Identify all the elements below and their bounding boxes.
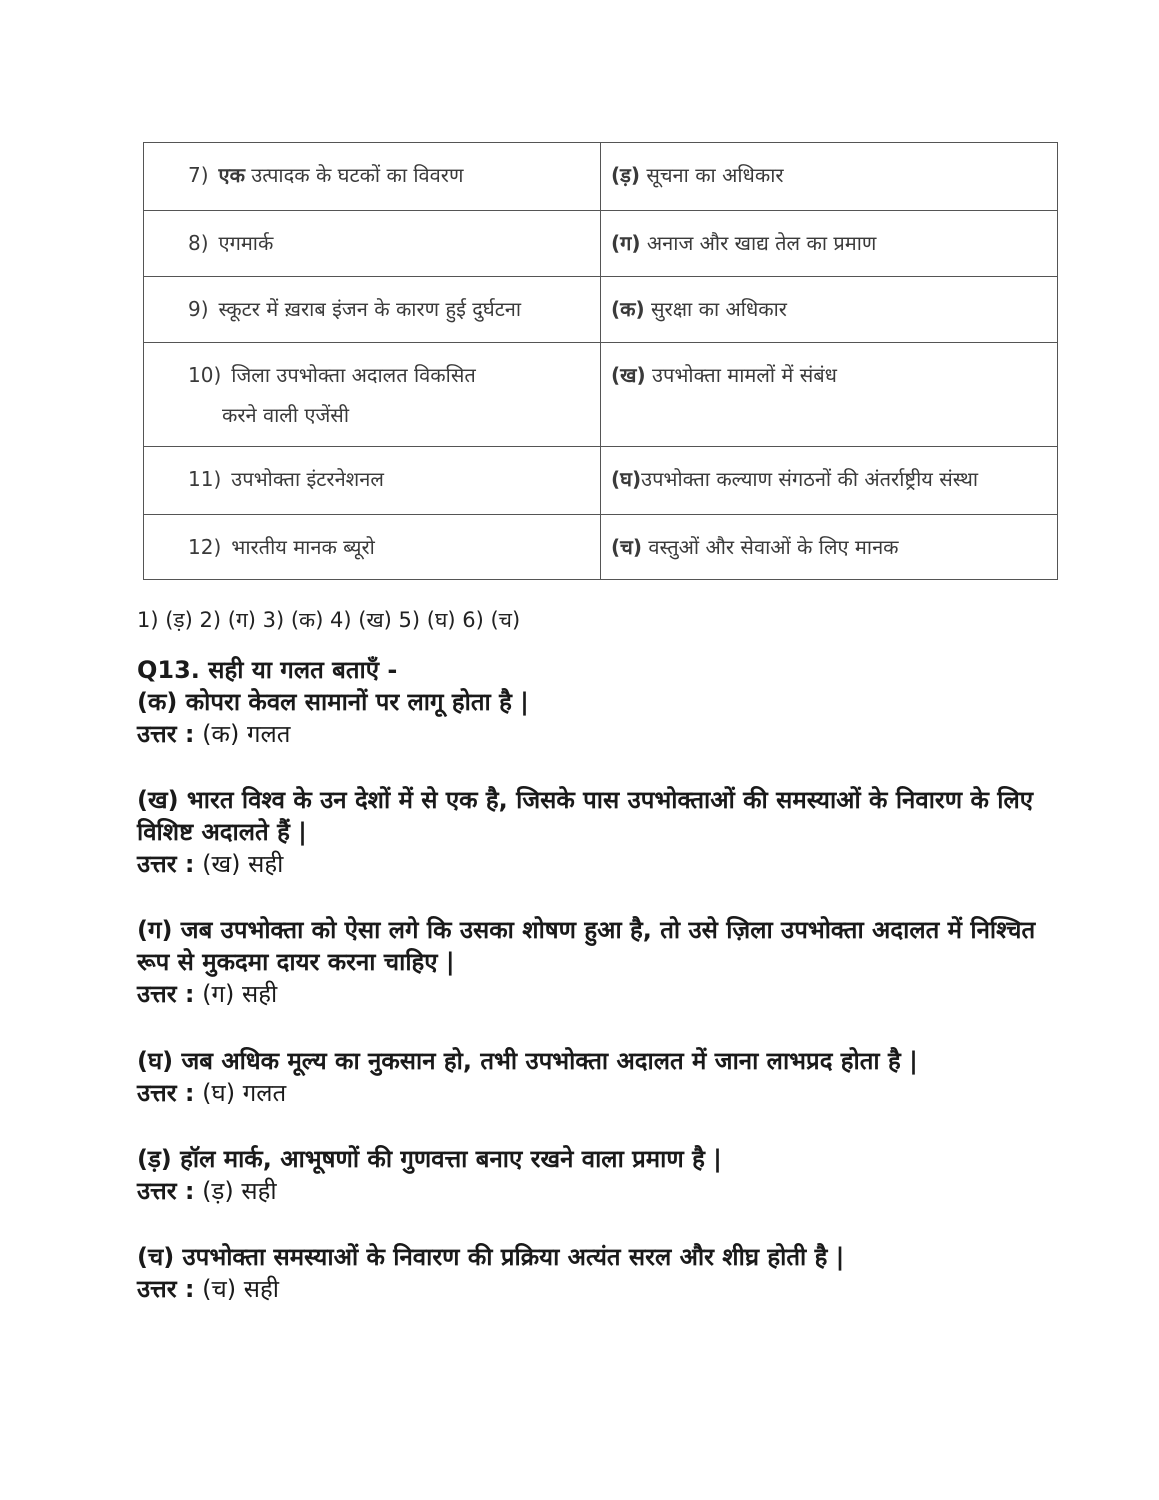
- answer-key: 1) (ड़) 2) (ग) 3) (क) 4) (ख) 5) (घ) 6) (च): [137, 608, 521, 632]
- table-row: [144, 211, 1058, 277]
- question-text: (ख) भारत विश्व के उन देशों में से एक है, जिसके पास उपभोक्ताओं की समस्याओं के निवारण के लिए विशिष्ट अदालते हैं |: [137, 786, 1034, 846]
- table-cell-left: 12) भारतीय मानक ब्यूरो: [144, 515, 601, 580]
- answer-label: उत्तर :: [137, 720, 195, 748]
- table-row: [144, 515, 1058, 580]
- answer-line: [137, 1077, 1037, 1109]
- question-heading: Q13. सही या गलत बताएँ -: [137, 656, 398, 684]
- table-row: [144, 143, 1058, 211]
- table-cell-right: (ग) अनाज और खाद्य तेल का प्रमाण: [601, 211, 1058, 277]
- question-text: (च) उपभोक्ता समस्याओं के निवारण की प्रक्रिया अत्यंत सरल और शीघ्र होती है |: [137, 1243, 845, 1271]
- answer-line: [137, 1273, 1037, 1305]
- question-item: [137, 914, 1037, 1010]
- question-item: [137, 1143, 1037, 1207]
- table-row: [144, 447, 1058, 515]
- matching-table: [143, 142, 1058, 580]
- answer-label: उत्तर :: [137, 1079, 195, 1107]
- question-item: [137, 784, 1037, 880]
- question-heading-block: [137, 654, 1037, 750]
- answer-label: उत्तर :: [137, 1177, 195, 1205]
- question-text: (ड़) हॉल मार्क, आभूषणों की गुणवत्ता बनाए रखने वाला प्रमाण है |: [137, 1145, 722, 1173]
- answer-value: (क) गलत: [202, 720, 291, 748]
- question-text: (क) कोपरा केवल सामानों पर लागू होता है |: [137, 688, 529, 716]
- answer-line: [137, 718, 1037, 750]
- table-cell-left: 10) जिला उपभोक्ता अदालत विकसित करने वाली एजेंसी: [144, 343, 601, 447]
- table-cell-right: (क) सुरक्षा का अधिकार: [601, 277, 1058, 343]
- answer-value: (च) सही: [202, 1275, 279, 1303]
- table-cell-left: 8) एगमार्क: [144, 211, 601, 277]
- table-cell-left: 7) एक उत्पादक के घटकों का विवरण: [144, 143, 601, 211]
- answer-line: [137, 1175, 1037, 1207]
- answer-value: (ख) सही: [202, 850, 284, 878]
- table-cell-right: (घ)उपभोक्ता कल्याण संगठनों की अंतर्राष्ट्रीय संस्था: [601, 447, 1058, 515]
- table-cell-left: 11) उपभोक्ता इंटरनेशनल: [144, 447, 601, 515]
- table-cell-left: 9) स्कूटर में ख़राब इंजन के कारण हुई दुर्घटना: [144, 277, 601, 343]
- answer-value: (घ) गलत: [202, 1079, 287, 1107]
- table-row: [144, 277, 1058, 343]
- table-cell-right: (ड़) सूचना का अधिकार: [601, 143, 1058, 211]
- question-item: [137, 1045, 1037, 1109]
- answer-value: (ग) सही: [202, 980, 278, 1008]
- answer-label: उत्तर :: [137, 1275, 195, 1303]
- answer-label: उत्तर :: [137, 850, 195, 878]
- answer-label: उत्तर :: [137, 980, 195, 1008]
- table-cell-right: (च) वस्तुओं और सेवाओं के लिए मानक: [601, 515, 1058, 580]
- question-text: (ग) जब उपभोक्ता को ऐसा लगे कि उसका शोषण हुआ है, तो उसे ज़िला उपभोक्ता अदालत में निश्चित रूप से मुकदमा दायर करना चाहिए |: [137, 916, 1036, 976]
- answer-line: [137, 848, 1037, 880]
- answer-line: [137, 978, 1037, 1010]
- table-cell-right: (ख) उपभोक्ता मामलों में संबंध: [601, 343, 1058, 447]
- answer-value: (ड़) सही: [202, 1177, 277, 1205]
- table-row: [144, 343, 1058, 447]
- question-text: (घ) जब अधिक मूल्य का नुकसान हो, तभी उपभोक्ता अदालत में जाना लाभप्रद होता है |: [137, 1047, 918, 1075]
- question-item: [137, 1241, 1037, 1305]
